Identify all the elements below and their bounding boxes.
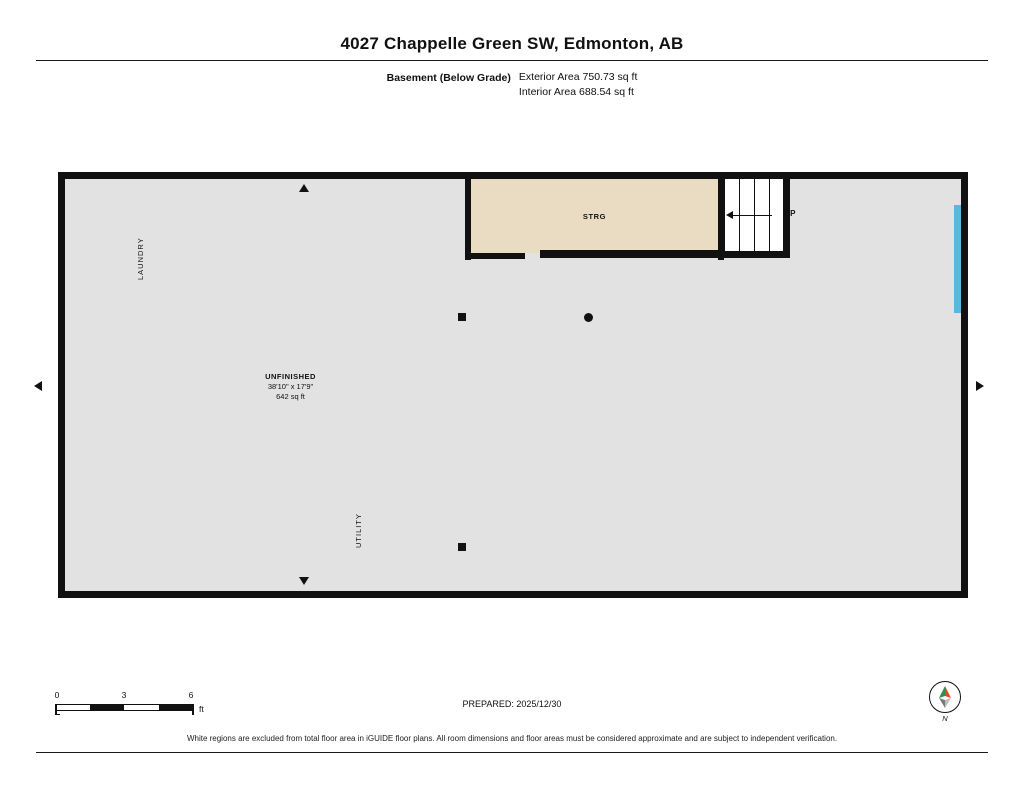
compass-icon [929,681,965,731]
room-label-storage: STRG [582,212,607,221]
interior-area: Interior Area 688.54 sq ft [518,86,634,98]
scale-label-0: 0 [54,690,60,700]
level-summary [0,71,1024,98]
page-title: 4027 Chappelle Green SW, Edmonton, AB [340,34,684,53]
unfinished-area: 642 sq ft [276,392,305,402]
unfinished-dimensions: 38'10" x 17'9" [267,382,314,392]
dimension-arrow-bottom [299,577,309,585]
floor-plan [58,172,968,598]
stair-wall-right [784,179,790,258]
compass-needle-icon [929,681,961,713]
window-east [954,205,961,313]
fixture-circle [584,313,593,322]
footer-divider [36,752,988,753]
disclaimer-text: White regions are excluded from total floor area in iGUIDE floor plans. All room dimensions and floor areas must be considered approximate and are subject to independent verification. [186,734,838,743]
room-label-laundry: LAUNDRY [136,237,145,280]
fixture-square-upper [458,313,466,321]
prepared-date: PREPARED: 2025/12/30 [462,699,562,709]
interior-wall-storage-bottom [540,250,790,258]
header-divider [36,60,988,61]
stair-direction-arrow-icon [726,210,772,220]
stair-up-label: UP [784,209,796,218]
interior-wall-storage-bottom-left [465,253,525,259]
room-label-utility: UTILITY [354,513,363,548]
scale-left-base [55,714,60,716]
dimension-arrow-right [976,381,984,391]
room-label-unfinished [208,372,373,402]
dimension-arrow-top [299,184,309,192]
area-summary [519,71,637,98]
dimension-arrow-left [34,381,42,391]
scale-label-6: 6 [188,690,194,700]
level-name: Basement (Below Grade) [386,72,511,84]
compass-north-label: N [942,714,948,723]
scale-label-3: 3 [121,690,127,700]
fixture-square-lower [458,543,466,551]
unfinished-name: UNFINISHED [265,372,316,381]
scale-unit-label: ft [199,704,204,714]
exterior-area: Exterior Area 750.73 sq ft [518,71,638,83]
